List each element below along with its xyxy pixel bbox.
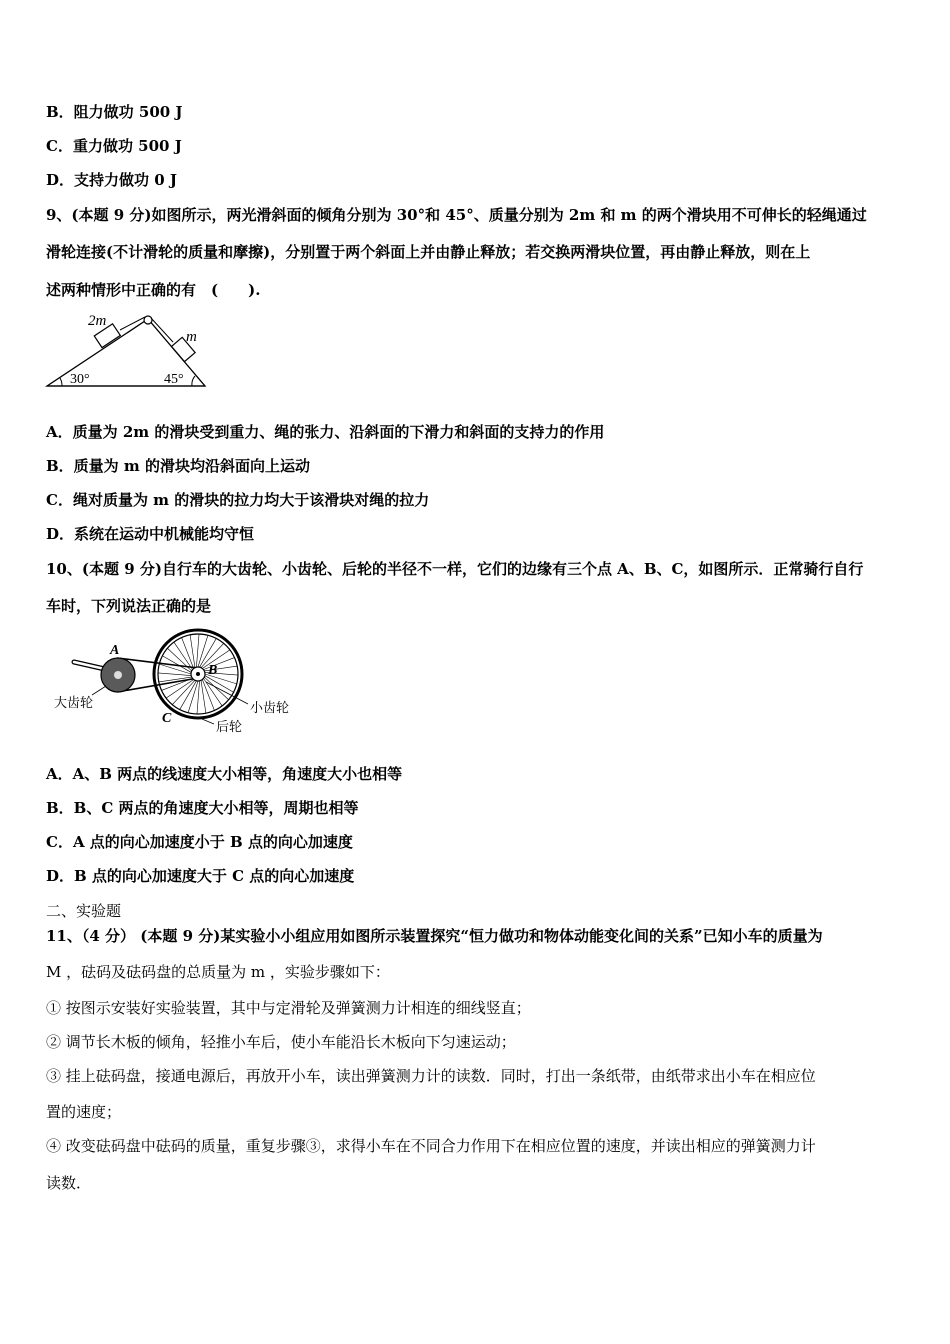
label-angle-right: 45° <box>164 372 184 387</box>
label-small-gear: 小齿轮 <box>250 700 290 715</box>
incline-figure <box>44 308 214 392</box>
wheel-spoke <box>162 678 193 690</box>
wheel-spoke <box>182 638 194 669</box>
wheel-spoke <box>201 680 206 713</box>
q11-line-1: 11、（4 分） (本题 9 分)某实验小小组应用如图所示装置探究“恒力做功和物体动能变化间的关系”已知小车的质量为 <box>46 927 823 945</box>
label-point-a: A <box>110 643 120 658</box>
q9-stem-line-3: 述两种情形中正确的有 ( ). <box>46 281 261 299</box>
q11-step-3-line-1: ③ 挂上砝码盘，接通电源后，再放开小车，读出弹簧测力计的读数．同时，打出一条纸带，由纸带求出小车在相应位 <box>46 1067 816 1085</box>
q9-stem-line-1: 9、(本题 9 分)如图所示，两光滑斜面的倾角分别为 30°和 45°、质量分别为 2m 和 m 的两个滑块用不可伸长的轻绳通过 <box>46 206 867 224</box>
q10-stem-line-2: 车时，下列说法正确的是 <box>46 597 212 615</box>
q11-line-2: M ，砝码及砝码盘的总质量为 m ，实验步骤如下： <box>46 963 390 981</box>
q8-option-b: B．阻力做功 500 J <box>46 103 183 121</box>
q10-option-b: B．B、C 两点的角速度大小相等，周期也相等 <box>46 799 359 817</box>
q10-option-a: A．A、B 两点的线速度大小相等，角速度大小也相等 <box>46 765 403 783</box>
q8-option-c: C．重力做功 500 J <box>46 137 182 155</box>
wheel-spoke <box>197 681 200 714</box>
bicycle-gear-figure <box>52 628 302 738</box>
q11-step-4-line-2: 读数． <box>46 1174 92 1192</box>
q10-option-d: D．B 点的向心加速度大于 C 点的向心加速度 <box>46 867 355 885</box>
q11-step-2: ② 调节长木板的倾角，轻推小车后，使小车能沿长木板向下匀速运动； <box>46 1033 516 1051</box>
q10-option-c: C．A 点的向心加速度小于 B 点的向心加速度 <box>46 833 353 851</box>
label-mass-right: m <box>186 329 197 345</box>
wheel-spoke <box>158 673 191 676</box>
wheel-spoke <box>180 681 197 710</box>
q9-option-a: A．质量为 2m 的滑块受到重力、绳的张力、沿斜面的下滑力和斜面的支持力的作用 <box>46 423 605 441</box>
label-angle-left: 30° <box>70 372 90 387</box>
q9-option-b: B．质量为 m 的滑块均沿斜面向上运动 <box>46 457 310 475</box>
section-heading-experiment: 二、实验题 <box>46 902 122 920</box>
q11-step-3-line-2: 置的速度； <box>46 1103 122 1121</box>
q11-step-1: ① 按图示安装好实验装置，其中与定滑轮及弹簧测力计相连的细线竖直； <box>46 999 531 1017</box>
q10-stem-line-1: 10、(本题 9 分)自行车的大齿轮、小齿轮、后轮的半径不一样，它们的边缘有三个点 A、B、C，如图所示．正常骑行自行 <box>46 560 864 578</box>
wheel-spoke <box>196 634 199 667</box>
label-rear-wheel: 后轮 <box>216 719 243 734</box>
label-mass-left: 2m <box>88 313 107 329</box>
q9-option-c: C．绳对质量为 m 的滑块的拉力均大于该滑块对绳的拉力 <box>46 491 430 509</box>
label-point-c: C <box>162 711 172 726</box>
q9-option-d: D．系统在运动中机械能均守恒 <box>46 525 255 543</box>
q8-option-d: D．支持力做功 0 J <box>46 171 177 189</box>
label-big-gear: 大齿轮 <box>54 695 94 710</box>
pulley-icon <box>144 316 152 324</box>
label-point-b: B <box>208 663 218 678</box>
q9-stem-line-2: 滑轮连接(不计滑轮的质量和摩擦)，分别置于两个斜面上并由静止释放；若交换两滑块位置，再由静止释放，则在上 <box>46 243 811 261</box>
q11-step-4-line-1: ④ 改变砝码盘中砝码的质量，重复步骤③，求得小车在不同合力作用下在相应位置的速度，并读出相应的弹簧测力计 <box>46 1137 816 1155</box>
wheel-spoke <box>190 635 195 668</box>
wheel-spoke <box>202 679 214 710</box>
